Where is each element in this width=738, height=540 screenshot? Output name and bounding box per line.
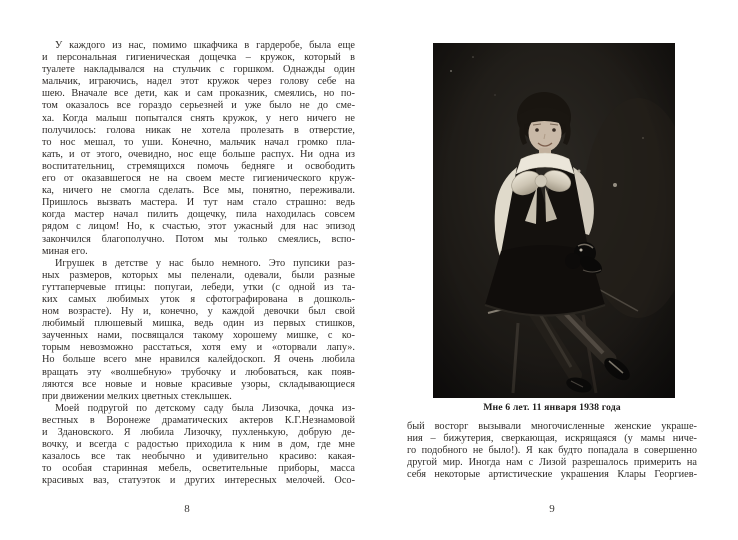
page-number-right: 9 <box>549 503 555 515</box>
text-line: ха. Когда малыш попытался снять кружок, у него ничего не <box>42 112 355 124</box>
text-line: Игрушек в детстве у нас было немного. Это пупсики раз- <box>55 257 355 269</box>
text-line: Пришлось вызвать мастера. И тут нам стало страшно: ведь <box>42 197 355 209</box>
text-line: вращать эту «волшебную» трубочку и любоваться, как появ- <box>42 366 355 378</box>
text-line: когда мастер начал пилить дощечку, пила находилась совсем <box>42 209 355 221</box>
text-line: казалось все так необычно и удивительно красиво: какая- <box>42 451 355 463</box>
text-line: воспитательниц, стремящихся помочь бедняге и освободить <box>42 160 355 172</box>
text-line: мальчик, играючись, надел этот кружок через голову себе на <box>42 76 355 88</box>
photo-girl-illustration <box>433 43 675 398</box>
text-line: кать, и от этого, очевидно, нос еще больше распух. Ни одна из <box>42 148 355 160</box>
text-line: при движении мелких цветных стеклышек. <box>42 390 232 402</box>
text-line: ном возрасте). Ну и, конечно, у каждой девочки был свой <box>42 306 355 318</box>
text-line: его от оказавшегося не на своем месте гигиенического круж- <box>42 173 355 185</box>
text-line: закончился благополучно. Потом мы только смеялись, вспо- <box>42 233 355 245</box>
text-line: туалете накладывался на стульчик с горшком. Однажды один <box>42 64 355 76</box>
text-line: Моей подругой по детскому саду была Лизочка, дочка из- <box>55 402 355 414</box>
page-number-left: 8 <box>184 503 190 515</box>
left-page-text <box>42 40 355 487</box>
text-line: вочку, и всегда с радостью приходила к ним в дом, где мне <box>42 439 355 451</box>
photo-frame <box>433 43 675 398</box>
paragraph <box>407 421 697 481</box>
text-line: миная его. <box>42 245 88 257</box>
text-line: бый восторг вызывали многочисленные женские украше- <box>407 421 697 432</box>
text-line: Но больше всего мне нравился калейдоскоп. Я очень любила <box>42 354 355 366</box>
text-line: и персональная гигиеническая дощечка – кружок, который в <box>42 52 355 64</box>
text-line: и Здановского. Я любила Лизочку, пухленькую, добрую де- <box>42 427 355 438</box>
text-line: вестных в Воронеже драматических актеров К.Г.Незнамовой <box>42 414 355 426</box>
text-line: том оказалось все гораздо серьезней и уже было не до сме- <box>42 100 355 112</box>
text-line: то нос мешал, то уши. Конечно, мальчик начал громко пла- <box>42 136 355 148</box>
text-line: получилось: голова никак не хотела пролезать в отверстие, <box>42 124 355 136</box>
text-line: рядом с лицом! Но, к счастью, этот ужасный для нас эпизод <box>42 221 355 233</box>
text-line: ка, ничего не смогла сделать. Все мы, понятно, переживали. <box>42 185 355 197</box>
text-line: любимый плюшевый мишка, ведь один из первых стишков, <box>42 318 355 330</box>
text-line: гуттаперчевые птицы: попугаи, лебеди, утки (с одной из та- <box>42 281 355 293</box>
photo-caption: Мне 6 лет. 11 января 1938 года <box>483 402 621 413</box>
text-line: го подобного не было!). Я как будто попадала в совершенно <box>407 445 697 457</box>
paragraph <box>42 258 355 403</box>
paragraph <box>42 403 355 488</box>
text-line: ких самых любимых уток я сфотографирована в дошколь- <box>42 293 355 305</box>
text-line: торым невозможно расстаться, хотя ему и «оторвали лапу». <box>42 342 355 354</box>
text-line: У каждого из нас, помимо шкафчика в гардеробе, была еще <box>55 40 355 51</box>
text-line: заученных нами, посвящался такому хорошему мишке, с ко- <box>42 330 355 342</box>
text-line: ных размеров, которых мы пеленали, одевали, были разные <box>42 269 355 281</box>
text-line: красивых ваз, статуэток и других интересных мелочей. Осо- <box>42 475 355 487</box>
text-line: ляются все новые и новые красивые узоры, складывающиеся <box>42 378 355 390</box>
text-line: шею. Вначале все дети, как и сам проказник, смеялись, но по- <box>42 88 355 100</box>
text-line: другой мир. Иногда нам с Лизой разрешалось примерить на <box>407 457 697 469</box>
text-line: себя некоторые артистические украшения Клары Георгиев- <box>407 469 697 481</box>
right-page-text <box>407 421 697 481</box>
text-line: то особая старинная мебель, осветительные приборы, масса <box>42 463 355 475</box>
paragraph <box>42 40 355 258</box>
text-line: ния – бижутерия, сверкающая, искрящаяся (у мамы ниче- <box>407 433 697 445</box>
